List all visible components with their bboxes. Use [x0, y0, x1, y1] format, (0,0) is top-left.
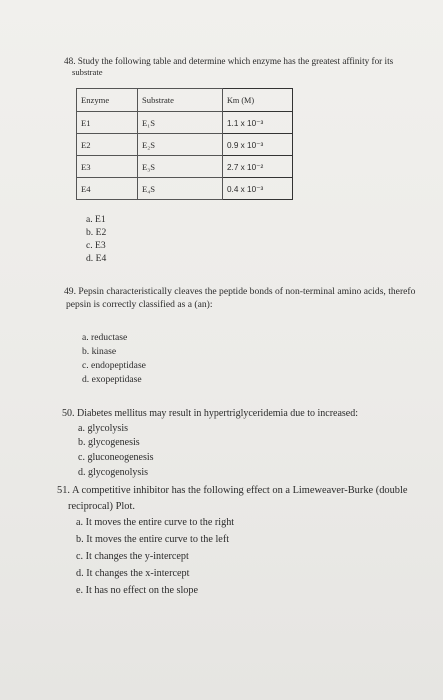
- answer-option[interactable]: a. E1: [86, 214, 106, 225]
- cell-enzyme: E2: [77, 134, 138, 156]
- table-row: [77, 178, 293, 200]
- cell-enzyme: E1: [77, 112, 138, 134]
- answer-option[interactable]: a. glycolysis: [78, 423, 128, 434]
- question-48: [64, 56, 393, 78]
- question-49-stem-line2: pepsin is correctly classified as a (an):: [66, 299, 213, 310]
- question-51: [57, 483, 407, 515]
- cell-km: 2.7 x 10⁻²: [223, 156, 293, 178]
- cell-km: 0.9 x 10⁻³: [223, 134, 293, 156]
- question-50: [62, 407, 358, 420]
- answer-option[interactable]: d. It changes the x-intercept: [76, 568, 190, 579]
- cell-enzyme: E3: [77, 156, 138, 178]
- answer-option[interactable]: b. E2: [86, 227, 107, 238]
- table-row: [77, 134, 293, 156]
- answer-option[interactable]: d. glycogenolysis: [78, 467, 148, 478]
- question-51-stem-line1: 51. A competitive inhibitor has the following effect on a Limeweaver-Burke (double: [57, 485, 408, 496]
- table-row: [77, 112, 293, 134]
- answer-option[interactable]: c. gluconeogenesis: [78, 452, 154, 463]
- header-km: Km (M): [223, 89, 293, 112]
- table-header-row: [77, 89, 293, 112]
- answer-option[interactable]: d. E4: [86, 253, 107, 264]
- header-enzyme: Enzyme: [77, 89, 138, 112]
- cell-km: 1.1 x 10⁻³: [223, 112, 293, 134]
- question-51-stem-line2: reciprocal) Plot.: [68, 501, 135, 512]
- question-48-stem-line2: substrate: [72, 67, 103, 77]
- cell-substrate: E₂S: [138, 134, 223, 156]
- enzyme-table: [76, 88, 293, 200]
- cell-substrate: E₄S: [138, 178, 223, 200]
- answer-option[interactable]: b. It moves the entire curve to the left: [76, 534, 230, 545]
- cell-km: 0.4 x 10⁻³: [223, 178, 293, 200]
- answer-option[interactable]: b. kinase: [82, 346, 117, 357]
- question-49-stem-line1: 49. Pepsin characteristically cleaves the peptide bonds of non-terminal amino acids, therefo: [64, 286, 416, 297]
- answer-option[interactable]: a. reductase: [82, 332, 128, 343]
- table-row: [77, 156, 293, 178]
- question-49: [64, 285, 415, 311]
- answer-option[interactable]: b. glycogenesis: [78, 437, 140, 448]
- answer-option[interactable]: e. It has no effect on the slope: [76, 585, 199, 596]
- answer-option[interactable]: c. E3: [86, 240, 106, 251]
- question-50-stem-line1: 50. Diabetes mellitus may result in hypertriglyceridemia due to increased:: [62, 408, 359, 419]
- cell-substrate: E₁S: [138, 112, 223, 134]
- answer-option[interactable]: a. It moves the entire curve to the right: [76, 517, 235, 528]
- header-substrate: Substrate: [138, 89, 223, 112]
- cell-substrate: E₃S: [138, 156, 223, 178]
- answer-option[interactable]: c. It changes the y-intercept: [76, 551, 189, 562]
- answer-option[interactable]: c. endopeptidase: [82, 360, 146, 371]
- answer-option[interactable]: d. exopeptidase: [82, 374, 142, 385]
- cell-enzyme: E4: [77, 178, 138, 200]
- question-48-stem-line1: 48. Study the following table and determine which enzyme has the greatest affinity for its: [64, 56, 394, 66]
